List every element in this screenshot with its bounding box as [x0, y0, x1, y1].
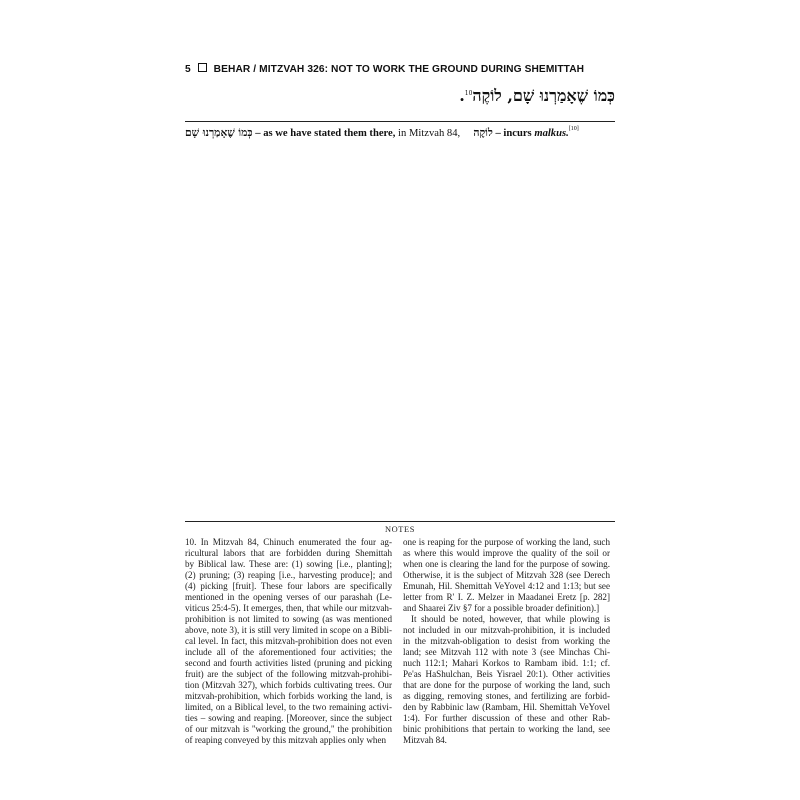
- hebrew-source-text: [459, 86, 615, 106]
- notes-title: NOTES: [385, 525, 415, 534]
- note-line: It should be noted, however, that while plowing is: [411, 614, 610, 624]
- note-line: that are done for the purpose of working the land, such: [403, 680, 610, 690]
- notes-right-column: [403, 537, 610, 746]
- note-line: tion (Mitzvah 327), which forbids cultivating trees. Our: [185, 680, 392, 690]
- note-line: Mitzvah 84.: [403, 735, 447, 745]
- note-line: mitzvah-prohibition, which forbids working the land, is: [185, 691, 392, 701]
- hebrew-lemma-2: לוֹקֶה: [473, 127, 493, 139]
- note-line: 1:4). For further discussion of these and other Rab-: [403, 713, 610, 723]
- notes-left-column: [185, 537, 392, 746]
- note-line: ricultural labors that are forbidden during Shemittah: [185, 548, 392, 558]
- page-number: 5: [185, 64, 191, 75]
- hebrew-lemma-1: כְּמוֹ שֶׁאָמַרְנוּ שָׁם: [185, 127, 253, 139]
- note-line: nuch 112:1; Mahari Korkos to Rambam ibid. 1:1; cf.: [403, 658, 610, 668]
- note-line: as digging, removing stones, and fertilizing are forbid-: [403, 691, 610, 701]
- translation-line: [185, 126, 625, 139]
- note-line: Emunah, Hil. Shemittah VeYovel 4:12 and 1:13; but see: [403, 581, 610, 591]
- note-line: as where this would improve the quality of the soil or: [403, 548, 610, 558]
- note-line: mentioned in the opening verses of our parashah (Le-: [185, 592, 392, 602]
- note-line: one is reaping for the purpose of working the land, such: [403, 537, 610, 547]
- hebrew-phrase: כְּמוֹ שֶׁאָמַרְנוּ שָׁם, לוֹקֶה: [472, 86, 615, 105]
- note-line: and Shaarei Ziv §7 for a possible broader definition).]: [403, 603, 600, 613]
- running-header: [185, 63, 625, 75]
- note-line: limited, on a Biblical level, to the two remaining activi-: [185, 702, 392, 712]
- note-line: binic prohibitions that pertain to working the land, see: [403, 724, 610, 734]
- notes-divider: [185, 521, 615, 522]
- footnote-ref: 10: [464, 90, 473, 97]
- note-line: by Biblical law. These are: (1) sowing [i.e., planting];: [185, 559, 392, 569]
- note-line: den by Rabbinic law (Rambam, Hil. Shemittah VeYovel: [403, 702, 610, 712]
- note-line: above, note 3), it is still very limited in scope on a Bibli-: [185, 625, 392, 635]
- translation-segment-4: malkus.: [534, 128, 569, 139]
- note-line: ties – sowing and reaping. [Moreover, since the subject: [185, 713, 392, 723]
- translation-segment-2: in Mitzvah 84,: [395, 128, 461, 139]
- section-title: BEHAR / MITZVAH 326: NOT TO WORK THE GROUND DURING SHEMITTAH: [213, 64, 585, 75]
- note-line: include all of the aforementioned four activities; the: [185, 647, 392, 657]
- note-line: of our mitzvah is "working the ground," the prohibition: [185, 724, 392, 734]
- note-line: when one is clearing the land for the purpose of sowing.: [403, 559, 610, 569]
- square-bullet-icon: [198, 63, 207, 72]
- note-line: 10. In Mitzvah 84, Chinuch enumerated the four ag-: [185, 537, 392, 547]
- translation-footnote-ref: [10]: [568, 126, 579, 132]
- note-line: letter from R' I. Z. Melzer in Maadanei Eretz [p. 282]: [403, 592, 610, 602]
- note-line: Pe'as HaShulchan, Beis Yisrael 20:1). Other activities: [403, 669, 610, 679]
- note-line: viticus 25:4-5). It emerges, then, that while our mitzvah-: [185, 603, 392, 613]
- note-line: second and fourth activities listed (pruning and picking: [185, 658, 392, 668]
- note-line: prohibition is not limited to sowing (as was mentioned: [185, 614, 392, 624]
- note-line: not included in our mitzvah-prohibition, it is included: [403, 625, 610, 635]
- translation-segment-3: – incurs: [492, 128, 535, 139]
- note-line: in the mitzvah-obligation to desist from working the: [403, 636, 610, 646]
- hebrew-period: .: [459, 86, 465, 105]
- note-line: of reaping conveyed by this mitzvah applies only when: [185, 735, 387, 745]
- note-line: Otherwise, it is the subject of Mitzvah 328 (see Derech: [403, 570, 610, 580]
- divider-rule: [185, 121, 615, 122]
- note-line: (4) picking [fruit]. These four labors are specifically: [185, 581, 392, 591]
- note-line: cal level. In fact, this mitzvah-prohibition does not even: [185, 636, 392, 646]
- note-line: land; see Mitzvah 112 with note 3 (see Minchas Chi-: [403, 647, 610, 657]
- translation-segment-1: – as we have stated them there,: [252, 128, 396, 139]
- note-line: (2) pruning; (3) reaping [i.e., harvesting produce]; and: [185, 570, 392, 580]
- note-line: fruit) are the subject of the following mitzvah-prohibi-: [185, 669, 392, 679]
